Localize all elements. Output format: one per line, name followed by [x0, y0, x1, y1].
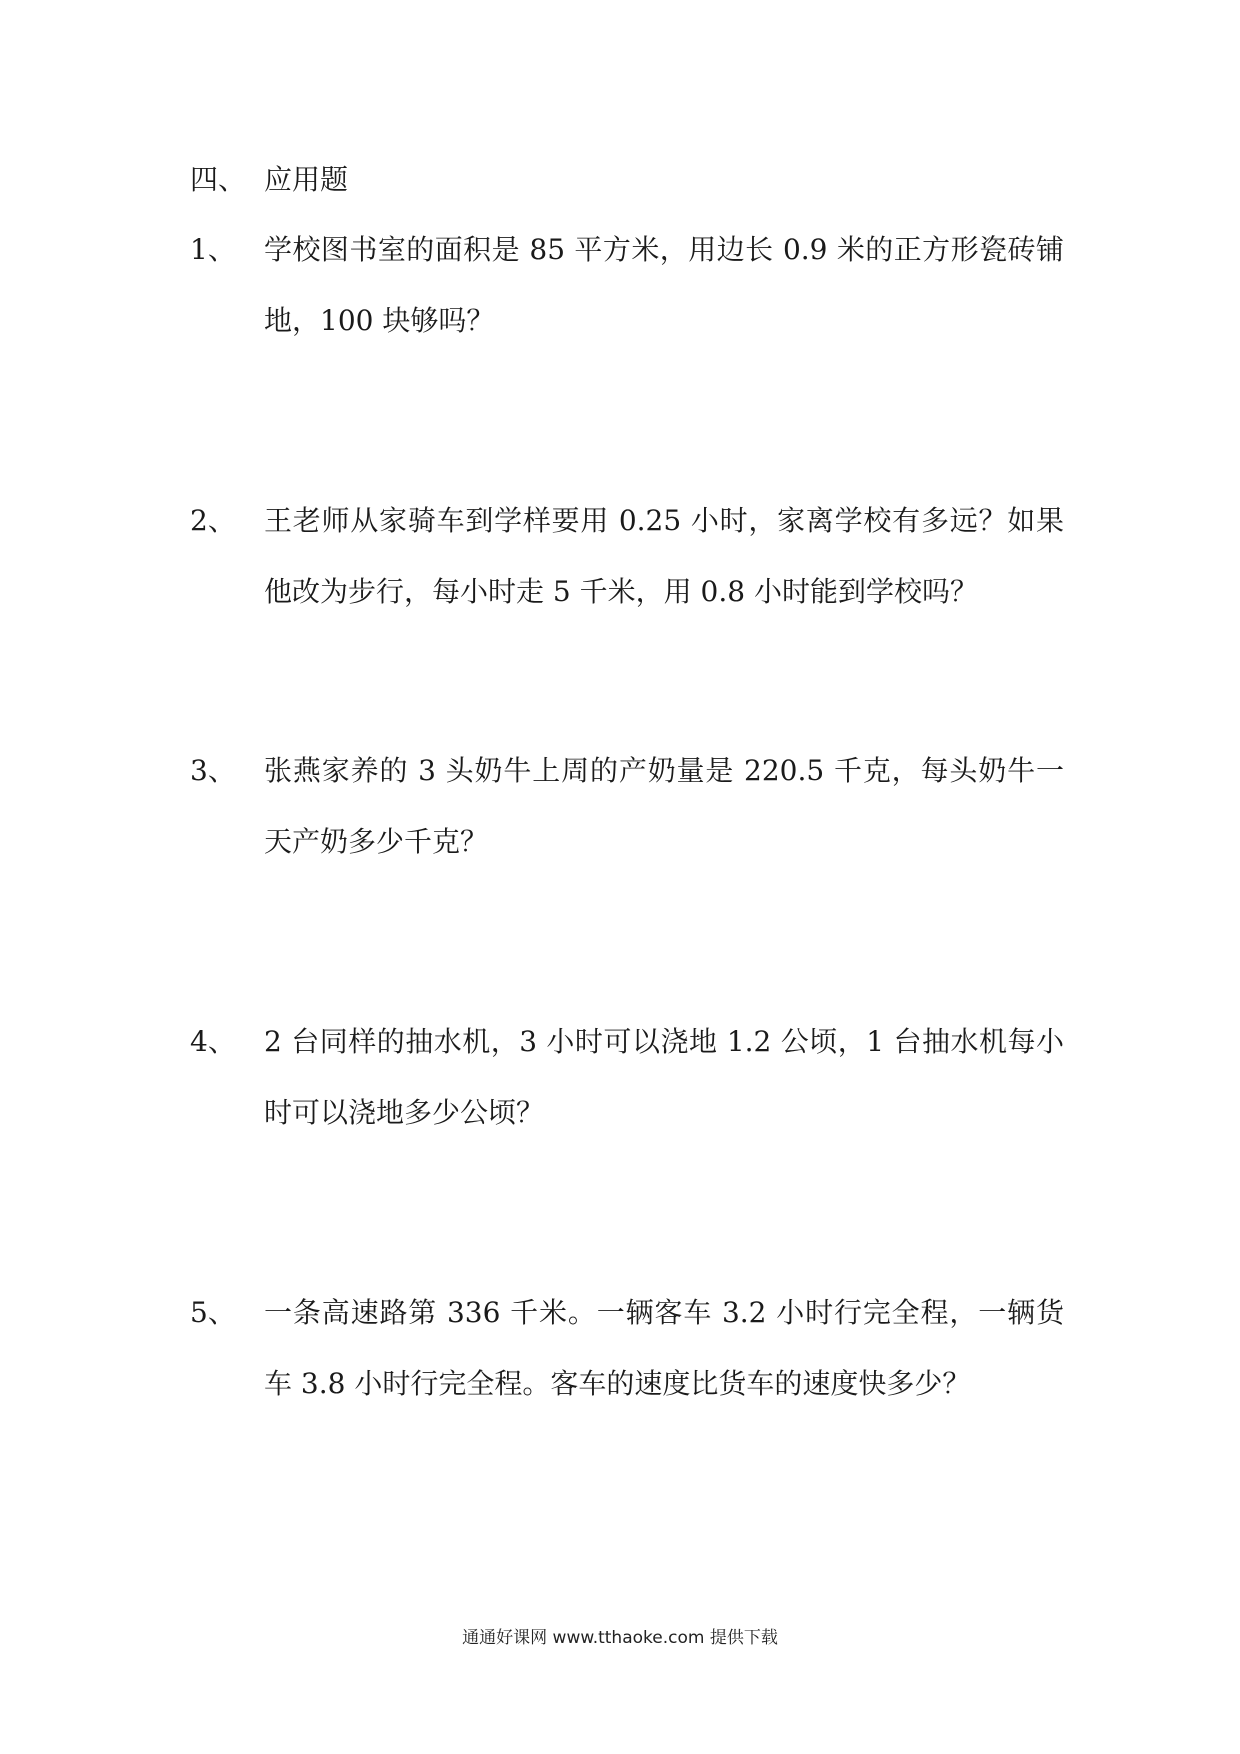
question-5	[190, 1277, 1070, 1419]
question-3	[190, 735, 1070, 877]
question-4	[190, 1006, 1070, 1148]
question-number: 3、	[190, 754, 236, 787]
section-title: 应用题	[264, 163, 349, 196]
question-number: 5、	[190, 1296, 236, 1329]
question-2	[190, 485, 1070, 627]
question-text: 学校图书室的面积是 85 平方米，用边长 0.9 米的正方形瓷砖铺地，100 块够吗？	[264, 233, 1064, 337]
section-heading	[190, 160, 348, 200]
question-number: 4、	[190, 1025, 236, 1058]
section-number: 四、	[190, 163, 247, 196]
page-footer: 通通好课网 www.tthaoke.com 提供下载	[462, 1628, 778, 1648]
question-text: 一条高速路第 336 千米。一辆客车 3.2 小时行完全程，一辆货车 3.8 小时行完全程。客车的速度比货车的速度快多少？	[264, 1296, 1064, 1400]
question-1	[190, 214, 1070, 356]
question-text: 2 台同样的抽水机，3 小时可以浇地 1.2 公顷，1 台抽水机每小时可以浇地多少公顷？	[264, 1025, 1064, 1129]
question-text: 王老师从家骑车到学样要用 0.25 小时，家离学校有多远？如果他改为步行，每小时走 5 千米，用 0.8 小时能到学校吗？	[264, 504, 1064, 608]
question-number: 2、	[190, 504, 236, 537]
question-number: 1、	[190, 233, 236, 266]
question-text: 张燕家养的 3 头奶牛上周的产奶量是 220.5 千克，每头奶牛一天产奶多少千克？	[264, 754, 1064, 858]
